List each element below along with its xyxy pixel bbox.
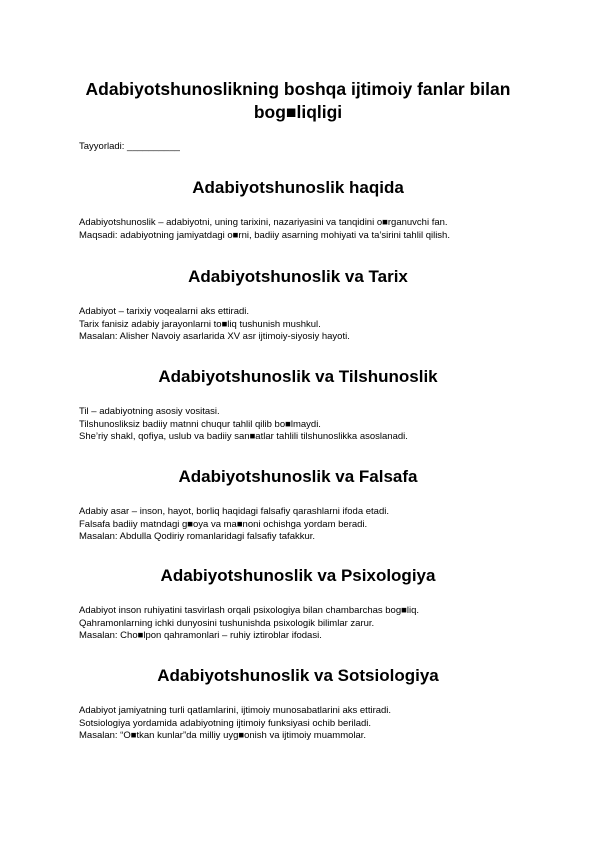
body-line: She’riy shakl, qofiya, uslub va badiiy san■atlar tahlili tilshunoslikka asoslanadi.	[79, 431, 408, 442]
section-body-linguistics	[79, 406, 549, 444]
author-line: Tayyorladi: __________	[79, 141, 180, 152]
body-line: Masalan: Alisher Navoiy asarlarida XV asr ijtimoiy-siyosiy hayoti.	[79, 331, 350, 342]
section-body-history	[79, 306, 549, 344]
body-line: Masalan: “O■tkan kunlar”da milliy uyg■onish va ijtimoiy muammolar.	[79, 730, 367, 741]
section-heading-history: Adabiyotshunoslik va Tarix	[188, 267, 408, 286]
body-line: Tarix fanisiz adabiy jarayonlarni to■liq tushunish mushkul.	[79, 318, 321, 330]
body-line: Adabiyot jamiyatning turli qatlamlarini, ijtimoiy munosabatlarini aks ettiradi.	[79, 705, 392, 716]
body-line: Adabiyot inson ruhiyatini tasvirlash orqali psixologiya bilan chambarchas bog■liq.	[79, 605, 420, 616]
section-heading-about: Adabiyotshunoslik haqida	[192, 178, 404, 197]
title-line-2: bog■liqligi	[253, 102, 343, 122]
body-line: Adabiyot – tarixiy voqealarni aks ettiradi.	[79, 306, 250, 317]
body-line: Adabiyotshunoslik – adabiyotni, uning tarixini, nazariyasini va tanqidini o■rganuvchi fan.	[79, 217, 448, 228]
body-line: Maqsadi: adabiyotning jamiyatdagi o■rni, badiiy asarning mohiyati va ta’sirini tahlil qilish.	[79, 229, 450, 241]
section-body-about	[79, 217, 549, 242]
body-line: Sotsiologiya yordamida adabiyotning ijtimoiy funksiyasi ochib beriladi.	[79, 717, 372, 729]
section-heading-philosophy: Adabiyotshunoslik va Falsafa	[178, 467, 418, 486]
section-heading-sociology: Adabiyotshunoslik va Sotsiologiya	[157, 666, 439, 685]
section-heading-linguistics: Adabiyotshunoslik va Tilshunoslik	[158, 367, 438, 386]
body-line: Tilshunosliksiz badiiy matnni chuqur tahlil qilib bo■lmaydi.	[79, 418, 321, 430]
section-body-philosophy	[79, 506, 549, 544]
body-line: Til – adabiyotning asosiy vositasi.	[79, 406, 220, 417]
section-heading-psychology: Adabiyotshunoslik va Psixologiya	[160, 566, 436, 585]
section-body-psychology	[79, 605, 549, 643]
section-body-sociology	[79, 705, 549, 743]
body-line: Qahramonlarning ichki dunyosini tushunishda psixologik bilimlar zarur.	[79, 617, 375, 629]
body-line: Masalan: Cho■lpon qahramonlari – ruhiy iztiroblar ifodasi.	[79, 630, 322, 641]
body-line: Falsafa badiiy matndagi g■oya va ma■noni ochishga yordam beradi.	[79, 518, 368, 530]
body-line: Masalan: Abdulla Qodiriy romanlaridagi falsafiy tafakkur.	[79, 531, 316, 542]
document-title	[60, 78, 536, 124]
title-line-1: Adabiyotshunoslikning boshqa ijtimoiy fanlar bilan	[85, 79, 511, 99]
body-line: Adabiy asar – inson, hayot, borliq haqidagi falsafiy qarashlarni ifoda etadi.	[79, 506, 389, 517]
